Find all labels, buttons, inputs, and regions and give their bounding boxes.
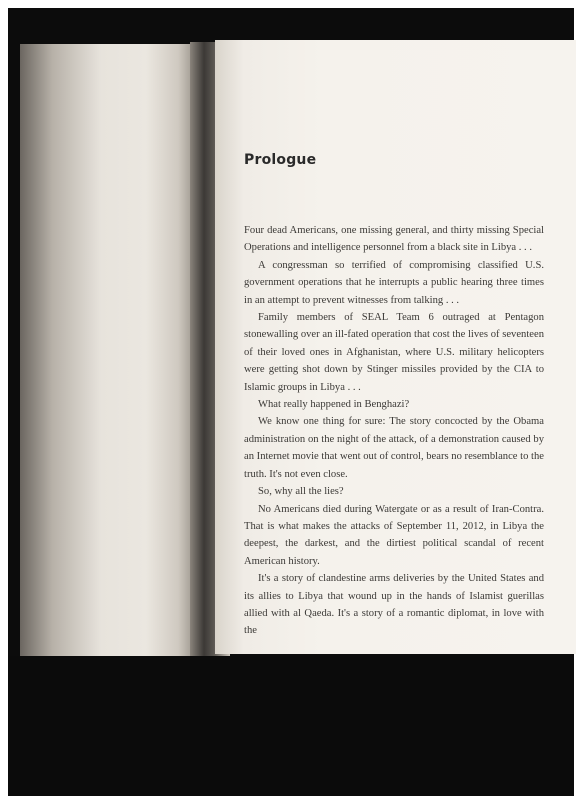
paragraph: What really happened in Benghazi? — [258, 399, 410, 411]
paragraph: No Americans died during Watergate or as a result of Iran-Contra. That is what makes the attacks of September 11, 2012, in Libya the deepest, the darkest, and the dirtiest political scandal of recent American history. — [244, 503, 544, 567]
scan-bottom-edge — [8, 656, 574, 796]
paragraph: We know one thing for sure: The story concocted by the Obama administration on the night of the attack, of a demonstration caused by an Internet movie that went out of control, bears no resemblance to the truth. It's not even close. — [244, 416, 544, 480]
paragraph: Four dead Americans, one missing general, and thirty missing Special Operations and intelligence personnel from a black site in Libya . . . — [244, 225, 544, 254]
paragraph: A congressman so terrified of compromising classified U.S. government operations that he interrupts a public hearing three times in an attempt to prevent witnesses from talking . . . — [244, 259, 544, 306]
prologue-body-text — [244, 222, 544, 640]
paragraph: So, why all the lies? — [258, 486, 344, 498]
paragraph: Family members of SEAL Team 6 outraged at Pentagon stonewalling over an ill-fated operation that cost the lives of seventeen of their loved ones in Afghanistan, where U.S. military helicopters were getting shot down by Stinger missiles provided by the CIA to Islamic groups in Libya . . . — [244, 312, 544, 393]
paragraph: It's a story of clandestine arms deliveries by the United States and its allies to Libya that wound up in the hands of Islamist guerillas allied with al Qaeda. It's a story of a romantic diplomat, in love with the — [244, 573, 544, 637]
chapter-title: Prologue — [244, 152, 317, 168]
bleed-through-mark — [98, 294, 128, 324]
left-page — [20, 44, 200, 656]
